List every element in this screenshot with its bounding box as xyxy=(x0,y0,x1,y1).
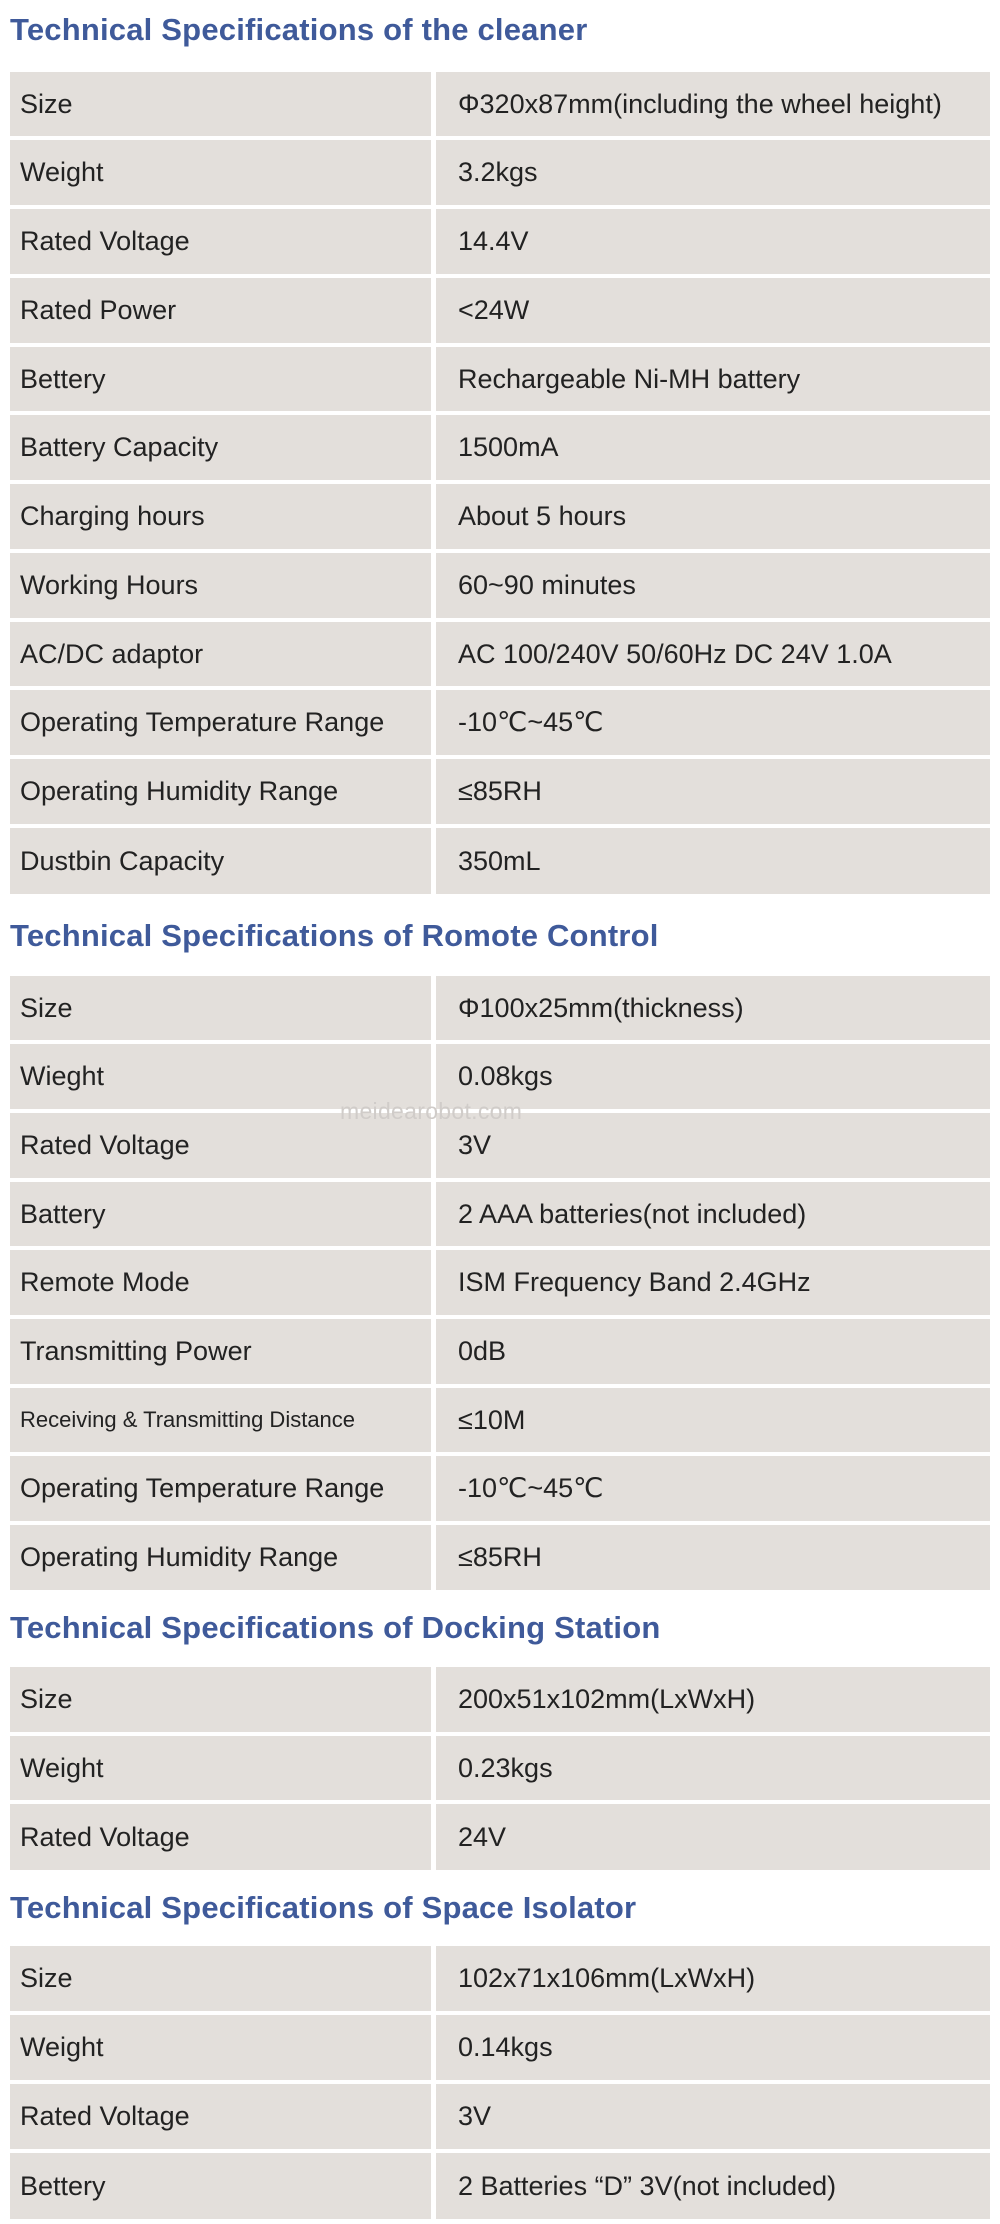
section-title: Technical Specifications of Space Isolator xyxy=(10,1890,637,1925)
spec-label: Rated Power xyxy=(10,278,431,343)
table-row xyxy=(10,1182,990,1250)
spec-value: 1500mA xyxy=(436,415,990,480)
table-row xyxy=(10,1250,990,1319)
spec-label: Weight xyxy=(10,140,431,205)
spec-label: Operating Humidity Range xyxy=(10,759,431,824)
table-row xyxy=(10,1525,990,1594)
table-row xyxy=(10,1804,990,1874)
spec-label: Operating Temperature Range xyxy=(10,690,431,755)
table-row xyxy=(10,828,990,898)
spec-value: ≤85RH xyxy=(436,759,990,824)
table-row xyxy=(10,347,990,415)
table-row xyxy=(10,1736,990,1804)
table-row xyxy=(10,1319,990,1388)
spec-label: Remote Mode xyxy=(10,1250,431,1315)
spec-label: Transmitting Power xyxy=(10,1319,431,1384)
spec-value: AC 100/240V 50/60Hz DC 24V 1.0A xyxy=(436,622,990,686)
spec-value: 200x51x102mm(LxWxH) xyxy=(436,1667,990,1732)
section-title: Technical Specifications of Romote Control xyxy=(10,918,659,953)
spec-label: Bettery xyxy=(10,347,431,411)
spec-label: Wieght xyxy=(10,1044,431,1109)
spec-value: 2 Batteries “D” 3V(not included) xyxy=(436,2153,990,2219)
spec-value: 350mL xyxy=(436,828,990,894)
table-row xyxy=(10,72,990,140)
spec-label: Size xyxy=(10,1946,431,2011)
spec-value: Φ320x87mm(including the wheel height) xyxy=(436,72,990,136)
table-row xyxy=(10,140,990,209)
table-row xyxy=(10,2084,990,2153)
spec-value: ISM Frequency Band 2.4GHz xyxy=(436,1250,990,1315)
table-row xyxy=(10,1946,990,2015)
table-row xyxy=(10,553,990,622)
spec-label: Operating Temperature Range xyxy=(10,1456,431,1521)
spec-value: 3.2kgs xyxy=(436,140,990,205)
table-row xyxy=(10,2153,990,2223)
table-row xyxy=(10,415,990,484)
spec-label: Battery xyxy=(10,1182,431,1246)
spec-value: -10℃~45℃ xyxy=(436,1456,990,1521)
section-title: Technical Specifications of the cleaner xyxy=(10,12,588,47)
table-row xyxy=(10,484,990,553)
spec-label: Working Hours xyxy=(10,553,431,618)
spec-value: 102x71x106mm(LxWxH) xyxy=(436,1946,990,2011)
spec-value: 2 AAA batteries(not included) xyxy=(436,1182,990,1246)
section-title: Technical Specifications of Docking Station xyxy=(10,1610,661,1645)
spec-value: 0.23kgs xyxy=(436,1736,990,1800)
spec-value: 3V xyxy=(436,1113,990,1178)
spec-label: Receiving & Transmitting Distance xyxy=(10,1388,431,1452)
spec-label: AC/DC adaptor xyxy=(10,622,431,686)
spec-value: Φ100x25mm(thickness) xyxy=(436,976,990,1040)
spec-label: Rated Voltage xyxy=(10,1113,431,1178)
spec-value: 3V xyxy=(436,2084,990,2149)
spec-label: Rated Voltage xyxy=(10,209,431,274)
spec-label: Size xyxy=(10,976,431,1040)
spec-value: 14.4V xyxy=(436,209,990,274)
spec-value: 0.14kgs xyxy=(436,2015,990,2080)
spec-label: Size xyxy=(10,1667,431,1732)
spec-label: Rated Voltage xyxy=(10,1804,431,1870)
spec-label: Weight xyxy=(10,1736,431,1800)
spec-value: Rechargeable Ni-MH battery xyxy=(436,347,990,411)
spec-value: 0.08kgs xyxy=(436,1044,990,1109)
table-row xyxy=(10,976,990,1044)
table-row xyxy=(10,2015,990,2084)
spec-value: 0dB xyxy=(436,1319,990,1384)
spec-value: 60~90 minutes xyxy=(436,553,990,618)
table-row xyxy=(10,1667,990,1736)
table-row xyxy=(10,759,990,828)
spec-label: Bettery xyxy=(10,2153,431,2219)
spec-value: ≤85RH xyxy=(436,1525,990,1590)
watermark: meidearobot.com xyxy=(340,1098,523,1124)
spec-label: Weight xyxy=(10,2015,431,2080)
table-row xyxy=(10,1456,990,1525)
spec-label: Dustbin Capacity xyxy=(10,828,431,894)
spec-value: <24W xyxy=(436,278,990,343)
spec-label: Battery Capacity xyxy=(10,415,431,480)
table-row xyxy=(10,690,990,759)
table-row xyxy=(10,278,990,347)
spec-value: 24V xyxy=(436,1804,990,1870)
table-row xyxy=(10,1388,990,1456)
spec-label: Charging hours xyxy=(10,484,431,549)
spec-value: ≤10M xyxy=(436,1388,990,1452)
table-row xyxy=(10,209,990,278)
spec-label: Operating Humidity Range xyxy=(10,1525,431,1590)
spec-value: -10℃~45℃ xyxy=(436,690,990,755)
spec-label: Size xyxy=(10,72,431,136)
table-row xyxy=(10,622,990,690)
spec-label: Rated Voltage xyxy=(10,2084,431,2149)
spec-value: About 5 hours xyxy=(436,484,990,549)
